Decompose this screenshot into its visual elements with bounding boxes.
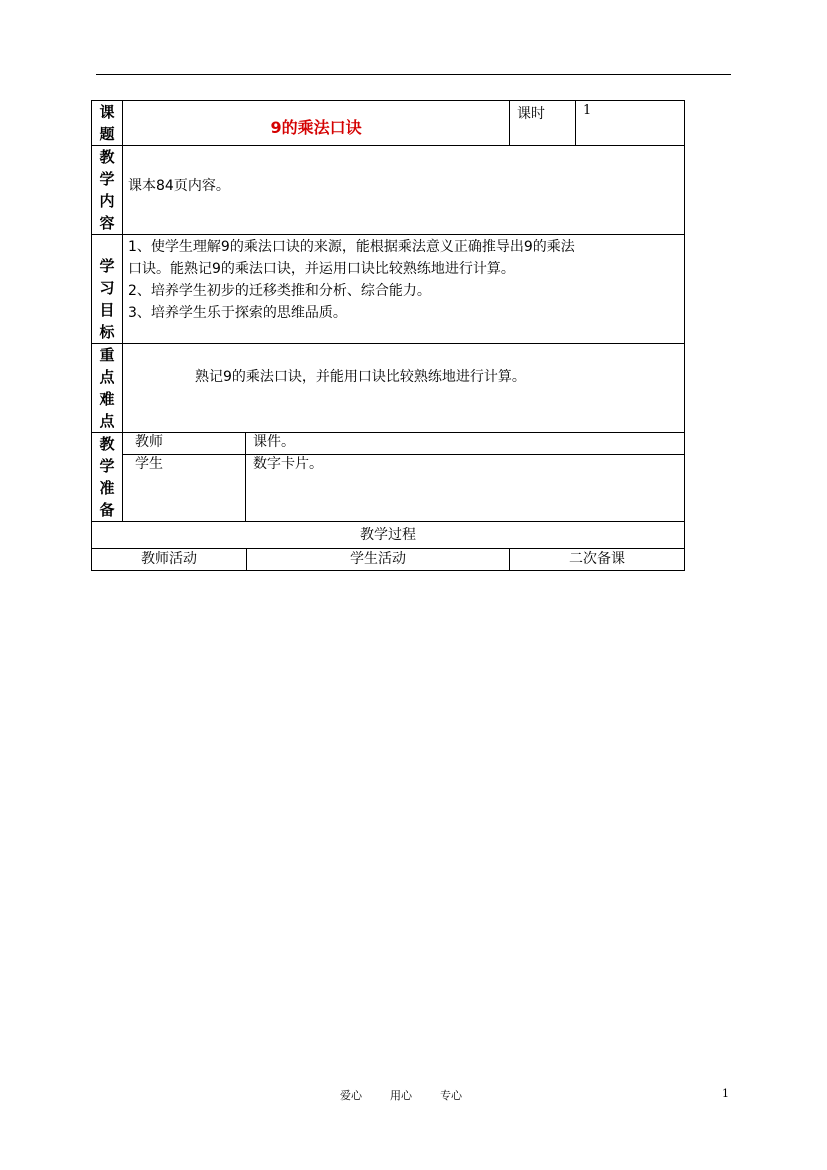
title-row (92, 101, 685, 146)
key-points-label (92, 344, 123, 433)
process-col-teacher-label: 教师活动 (141, 551, 197, 567)
prep-student-value: 数字卡片。 (253, 455, 323, 472)
prep-label-char: 学 (99, 457, 115, 475)
process-columns-row (92, 549, 685, 571)
lesson-plan-table (91, 100, 685, 571)
prep-student-value-cell (246, 454, 685, 521)
goals-label (92, 235, 123, 344)
prep-student-label: 学生 (135, 455, 163, 472)
subject-label-char: 课 (99, 103, 115, 121)
subject-label-char: 题 (99, 125, 115, 143)
prep-label-char: 准 (99, 479, 115, 497)
prep-student-row (92, 454, 685, 521)
key-points-label-char: 重 (99, 346, 115, 364)
goal-line: 1、使学生理解9的乘法口诀的来源，能根据乘法意义正确推导出9的乘法 (128, 239, 575, 255)
process-col-revision (510, 549, 685, 571)
key-points-label-char: 点 (99, 412, 115, 430)
footer-motto-word: 爱心 (340, 1089, 362, 1102)
content-cell (123, 146, 685, 235)
prep-teacher-row (92, 433, 685, 455)
process-col-student (247, 549, 510, 571)
content-label-char: 内 (99, 192, 115, 210)
goal-line: 口诀。能熟记9的乘法口诀，并运用口诀比较熟练地进行计算。 (128, 261, 515, 277)
goals-label-char: 目 (99, 301, 115, 319)
key-points-row (92, 344, 685, 433)
process-title-cell (92, 522, 685, 549)
goals-row (92, 235, 685, 344)
lesson-title-cell (123, 101, 510, 146)
content-row (92, 146, 685, 235)
content-label (92, 146, 123, 235)
period-value-cell (576, 101, 685, 146)
period-label-cell (510, 101, 576, 146)
prep-teacher-value: 课件。 (253, 434, 295, 450)
footer-motto-word: 专心 (440, 1089, 462, 1102)
prep-label-char: 教 (99, 435, 115, 453)
goal-line: 2、培养学生初步的迁移类推和分析、综合能力。 (128, 283, 431, 299)
prep-teacher-label-cell (123, 433, 246, 455)
page-number: 1 (722, 1087, 729, 1100)
prep-teacher-value-cell (246, 433, 685, 455)
header-rule (96, 74, 731, 75)
prep-teacher-label: 教师 (135, 434, 163, 450)
process-col-student-label: 学生活动 (350, 551, 406, 567)
key-points-label-char: 难 (99, 390, 115, 408)
process-col-teacher (92, 549, 247, 571)
goals-cell (123, 235, 685, 344)
key-points-label-char: 点 (99, 368, 115, 386)
footer-motto (340, 1087, 490, 1103)
period-value: 1 (583, 103, 592, 118)
content-label-char: 容 (99, 214, 115, 232)
prep-student-label-cell (123, 454, 246, 521)
key-points-text: 熟记9的乘法口诀，并能用口诀比较熟练地进行计算。 (195, 369, 526, 385)
goals-label-char: 学 (99, 257, 115, 275)
content-text: 课本84页内容。 (128, 178, 230, 194)
footer-motto-word: 用心 (390, 1089, 412, 1102)
goal-line: 3、培养学生乐于探索的思维品质。 (128, 305, 347, 321)
subject-label (92, 101, 123, 146)
prep-label (92, 433, 123, 522)
goals-label-char: 标 (99, 323, 115, 341)
content-label-char: 学 (99, 170, 115, 188)
lesson-title: 9的乘法口诀 (270, 117, 362, 137)
period-label: 课时 (517, 106, 546, 122)
process-title-row (92, 522, 685, 549)
key-points-cell (123, 344, 685, 433)
content-label-char: 教 (99, 148, 115, 166)
process-title: 教学过程 (360, 526, 416, 543)
goals-label-char: 习 (99, 279, 115, 297)
process-col-revision-label: 二次备课 (569, 551, 626, 567)
prep-label-char: 备 (99, 501, 115, 519)
